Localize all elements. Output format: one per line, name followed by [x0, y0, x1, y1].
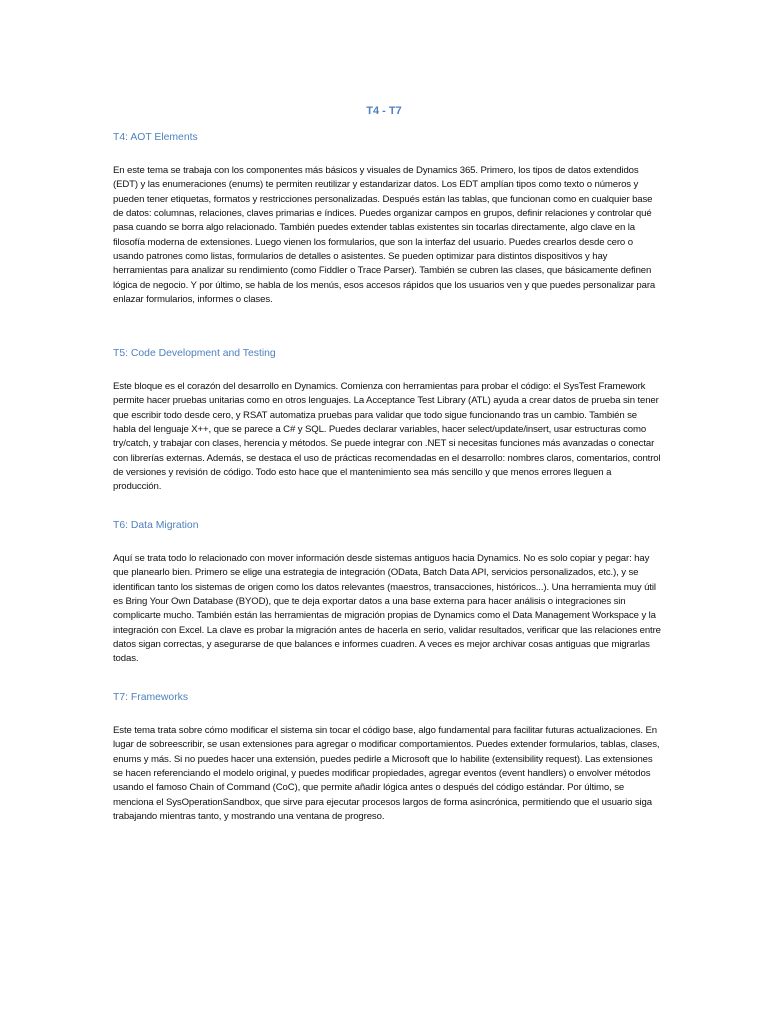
section-t4-aot-elements	[113, 131, 661, 307]
section-heading: T6: Data Migration	[113, 520, 199, 531]
section-t5-code-development	[113, 347, 661, 495]
section-heading: T4: AOT Elements	[113, 132, 198, 143]
document-title: T4 - T7	[366, 105, 402, 117]
section-body: Aquí se trata todo lo relacionado con mover información desde sistemas antiguos hacia Dynamics. No es solo copiar y pegar: hay que planearlo bien. Primero se elige una estrategia de integración (OData, Batch Data API, servicios personalizados, etc.), y se identifican tanto los sistemas de origen como los datos relevantes (maestros, transacciones, históricos...). Una herramienta muy útil es Bring Your Own Database (BYOD), que te deja exportar datos a una base externa para hacer análisis o integraciones sin complicarte mucho. También están las herramientas de migración propias de Dynamics como el Data Management Workspace y la integración con Excel. La clave es probar la migración antes de hacerla en serio, validar resultados, verificar que las relaciones entre datos sigan correctas, y asegurarse de que balances e informes cuadren. A veces es mejor archivar cosas antiguas que migrarlas todas.	[113, 553, 661, 665]
section-body: Este tema trata sobre cómo modificar el sistema sin tocar el código base, algo fundamental para facilitar futuras actualizaciones. En lugar de sobreescribir, se usan extensiones para agregar o modificar comportamientos. Puedes extender formularios, tablas, clases, enums y más. Si no puedes hacer una extensión, puedes pedirle a Microsoft que lo habilite (extensibility request). Las extensiones se hacen referenciando el modelo original, y puedes modificar propiedades, agregar eventos (event handlers) o envolver métodos usando el famoso Chain of Command (CoC), que permite añadir lógica antes o después del código estándar. Por último, se menciona el SysOperationSandbox, que sirve para ejecutar procesos largos de forma asincrónica, permitiendo que el usuario siga trabajando mientras tanto, y mostrando una ventana de progreso.	[113, 725, 660, 823]
section-body: Este bloque es el corazón del desarrollo en Dynamics. Comienza con herramientas para probar el código: el SysTest Framework permite hacer pruebas unitarias como en otros lenguajes. La Acceptance Test Library (ATL) ayuda a crear datos de prueba sin tener que escribir todo desde cero, y RSAT automatiza pruebas para validar que todo sigue funcionando tras un cambio. También se habla del lenguaje X++, que se parece a C# y SQL. Puedes declarar variables, hacer select/update/insert, usar estructuras como try/catch, y trabajar con clases, herencia y métodos. Se puede integrar con .NET si necesitas funciones más avanzadas o conectar con librerías externas. Además, se destaca el uso de prácticas recomendadas en el desarrollo: nombres claros, comentarios, control de versiones y revisión de código. Todo esto hace que el mantenimiento sea más sencillo y que menos errores lleguen a producción.	[113, 381, 661, 493]
section-heading: T5: Code Development and Testing	[113, 348, 276, 359]
section-t7-frameworks	[113, 691, 661, 824]
section-heading: T7: Frameworks	[113, 692, 189, 703]
section-t6-data-migration	[113, 519, 661, 667]
section-body: En este tema se trabaja con los componentes más básicos y visuales de Dynamics 365. Primero, los tipos de datos extendidos (EDT) y las enumeraciones (enums) te permiten reutilizar y estandarizar datos. Los EDT amplían tipos como texto o números y pueden tener etiquetas, formatos y restricciones personalizadas. Después están las tablas, que funcionan como en cualquier base de datos: columnas, relaciones, claves primarias e índices. Puedes organizar campos en grupos, definir relaciones y controlar qué pasa cuando se borra algo relacionado. También puedes extender tablas existentes sin tocarlas directamente, algo clave en la filosofía moderna de extensiones. Luego vienen los formularios, que son la interfaz del usuario. Puedes crearlos desde cero o usando patrones como listas, formularios de detalles o asistentes. Se pueden optimizar para distintos dispositivos y hay herramientas para analizar su rendimiento (como Fiddler o Trace Parser). También se cubren las clases, que básicamente definen lógica de negocio. Y por último, se habla de los menús, esos accesos rápidos que los usuarios ven y que puedes personalizar para enlazar formularios, informes o clases.	[113, 165, 656, 306]
